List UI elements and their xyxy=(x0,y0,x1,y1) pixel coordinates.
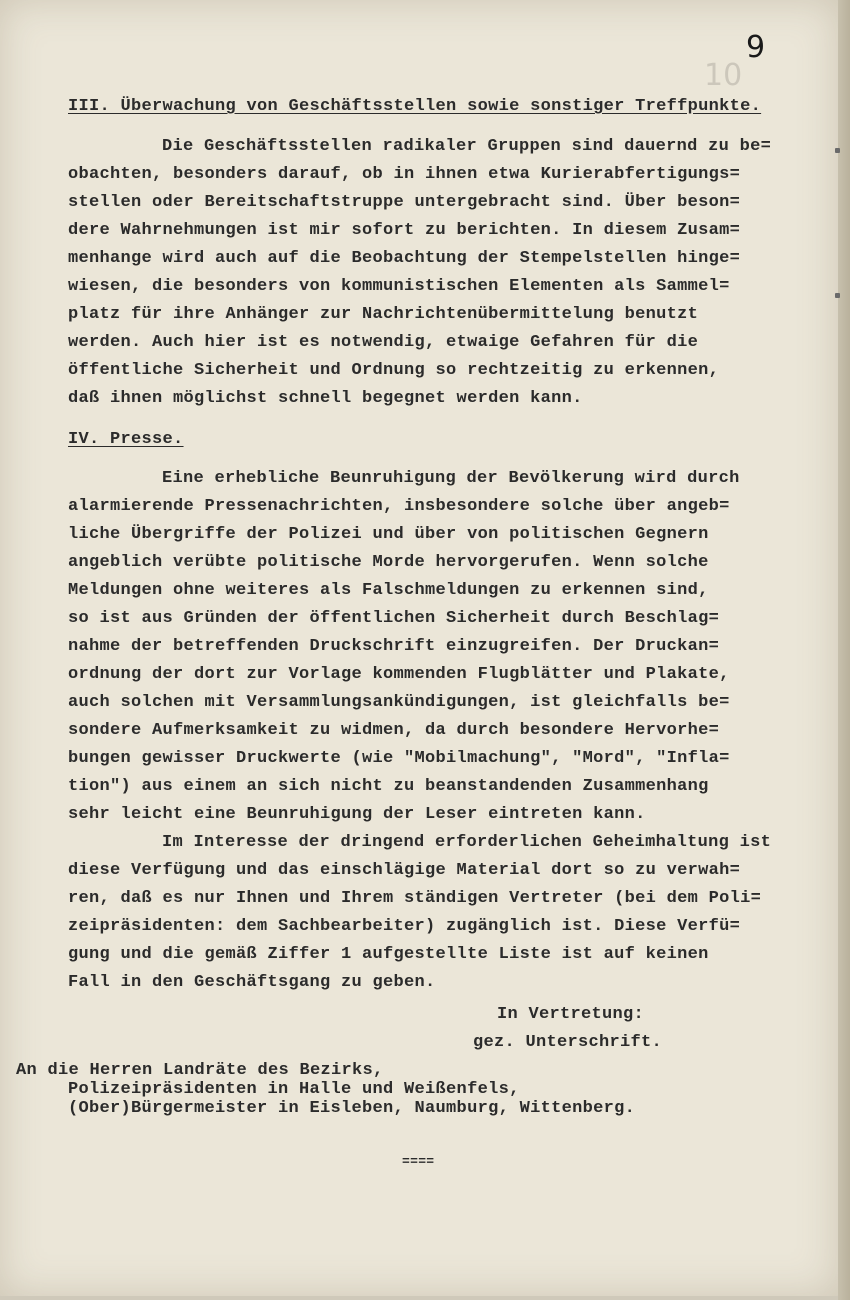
text-line: tion") aus einem an sich nicht zu beanstandenden Zusammenhang xyxy=(68,777,709,796)
text-line: diese Verfügung und das einschlägige Material dort so zu verwah= xyxy=(68,861,741,880)
text-line: nahme der betreffenden Druckschrift einzugreifen. Der Druckan= xyxy=(68,637,720,656)
text-line: ren, daß es nur Ihnen und Ihrem ständigen Vertreter (bei dem Poli= xyxy=(68,889,762,908)
text-line: stellen oder Bereitschaftstruppe untergebracht sind. Über beson= xyxy=(68,193,741,212)
margin-mark xyxy=(835,293,840,298)
text-line: Die Geschäftsstellen radikaler Gruppen sind dauernd zu be= xyxy=(162,137,772,156)
text-line: Eine erhebliche Beunruhigung der Bevölkerung wird durch xyxy=(162,469,740,488)
text-line: werden. Auch hier ist es notwendig, etwaige Gefahren für die xyxy=(68,333,699,352)
page-number: 9 xyxy=(746,30,766,65)
faint-page-number: 10 xyxy=(704,58,743,93)
text-line: Fall in den Geschäftsgang zu geben. xyxy=(68,973,436,992)
text-line: Meldungen ohne weiteres als Falschmeldungen zu erkennen sind, xyxy=(68,581,709,600)
text-line: obachten, besonders darauf, ob in ihnen etwa Kurierabfertigungs= xyxy=(68,165,741,184)
margin-mark xyxy=(835,148,840,153)
text-line: dere Wahrnehmungen ist mir sofort zu berichten. In diesem Zusam= xyxy=(68,221,741,240)
text-line: auch solchen mit Versammlungsankündigungen, ist gleichfalls be= xyxy=(68,693,730,712)
recipient-line: Polizeipräsidenten in Halle und Weißenfels, xyxy=(68,1080,520,1099)
section4-heading: IV. Presse. xyxy=(68,430,184,449)
recipient-line: An die Herren Landräte des Bezirks, xyxy=(16,1061,384,1080)
text-line: Im Interesse der dringend erforderlichen Geheimhaltung ist xyxy=(162,833,772,852)
end-mark: ==== xyxy=(402,1154,435,1169)
text-line: daß ihnen möglichst schnell begegnet werden kann. xyxy=(68,389,583,408)
signature-name: gez. Unterschrift. xyxy=(473,1033,663,1052)
text-line: bungen gewisser Druckwerte (wie "Mobilmachung", "Mord", "Infla= xyxy=(68,749,730,768)
text-line: gung und die gemäß Ziffer 1 aufgestellte Liste ist auf keinen xyxy=(68,945,709,964)
text-line: liche Übergriffe der Polizei und über von politischen Gegnern xyxy=(68,525,709,544)
text-line: sehr leicht eine Beunruhigung der Leser eintreten kann. xyxy=(68,805,646,824)
text-line: angeblich verübte politische Morde hervorgerufen. Wenn solche xyxy=(68,553,709,572)
signature-line: In Vertretung: xyxy=(497,1005,645,1024)
text-line: alarmierende Pressenachrichten, insbesondere solche über angeb= xyxy=(68,497,730,516)
text-line: zeipräsidenten: dem Sachbearbeiter) zugänglich ist. Diese Verfü= xyxy=(68,917,741,936)
recipient-line: (Ober)Bürgermeister in Eisleben, Naumburg, Wittenberg. xyxy=(68,1099,636,1118)
text-line: öffentliche Sicherheit und Ordnung so rechtzeitig zu erkennen, xyxy=(68,361,720,380)
text-line: so ist aus Gründen der öffentlichen Sicherheit durch Beschlag= xyxy=(68,609,720,628)
section3-heading: III. Überwachung von Geschäftsstellen sowie sonstiger Treffpunkte. xyxy=(68,97,762,116)
text-line: platz für ihre Anhänger zur Nachrichtenübermittelung benutzt xyxy=(68,305,699,324)
text-line: ordnung der dort zur Vorlage kommenden Flugblätter und Plakate, xyxy=(68,665,730,684)
text-line: wiesen, die besonders von kommunistischen Elementen als Sammel= xyxy=(68,277,730,296)
page-edge xyxy=(838,0,850,1300)
text-line: menhange wird auch auf die Beobachtung der Stempelstellen hinge= xyxy=(68,249,741,268)
text-line: sondere Aufmerksamkeit zu widmen, da durch besondere Hervorhe= xyxy=(68,721,720,740)
